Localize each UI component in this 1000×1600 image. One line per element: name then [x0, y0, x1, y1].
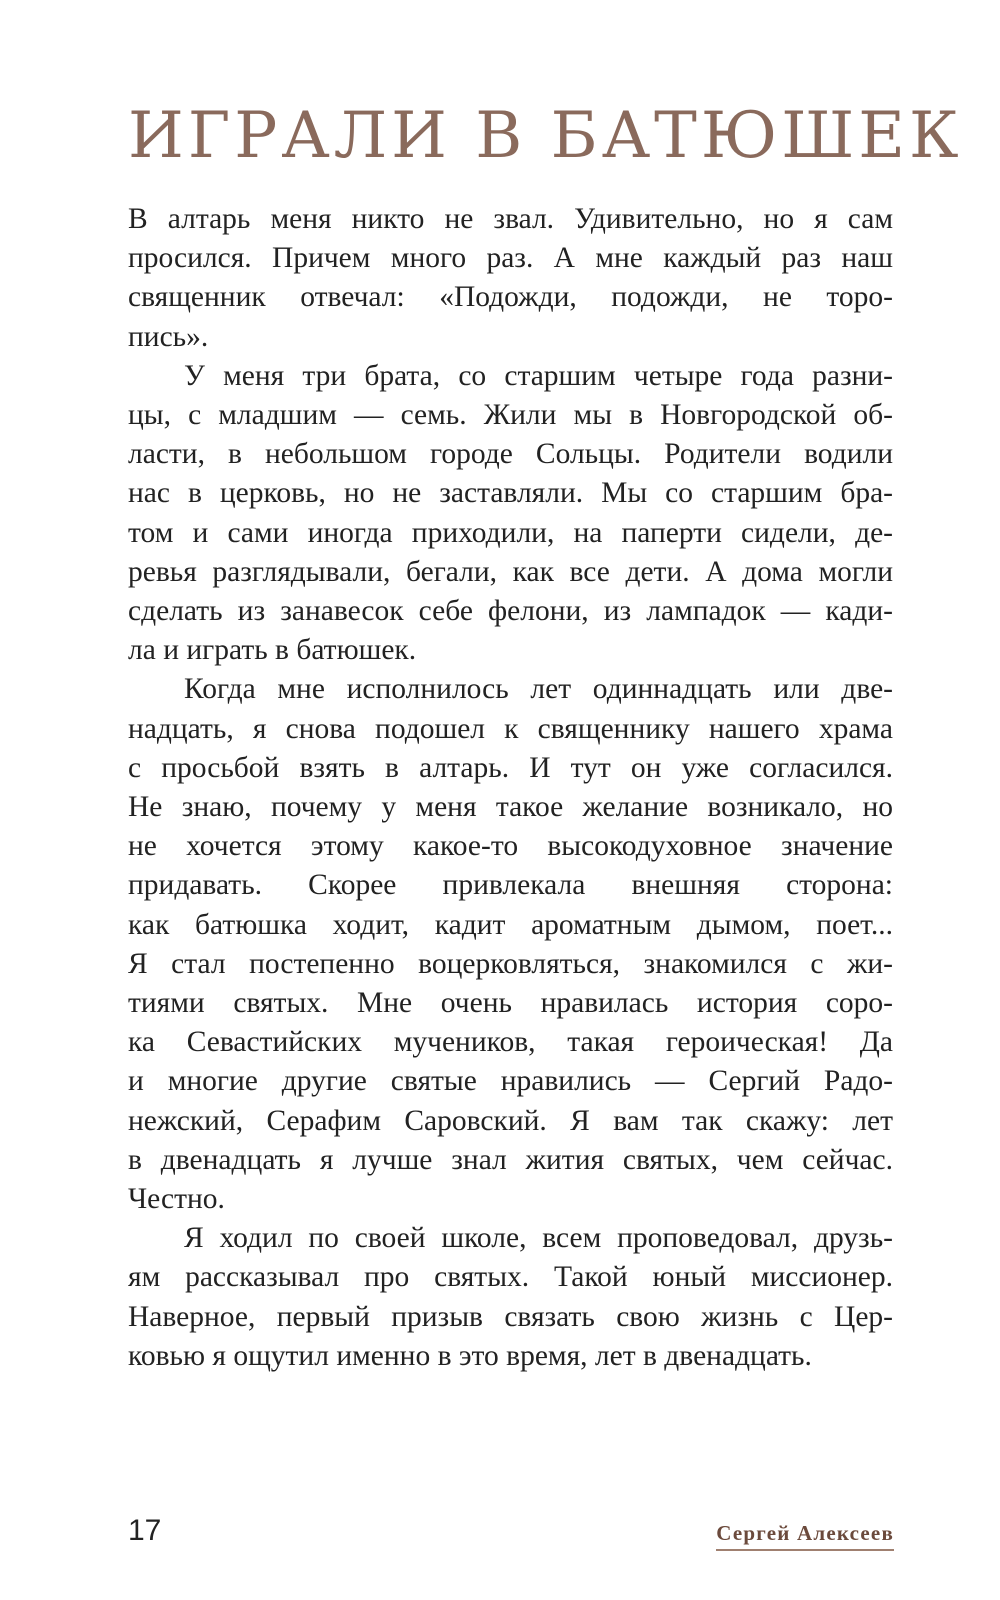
text-line: нежский, Серафим Саровский. Я вам так скажу: лет — [128, 1104, 893, 1137]
text-line: тиями святых. Мне очень нравилась история соро- — [128, 987, 893, 1020]
chapter-body — [128, 200, 893, 1376]
text-line: Честно. — [128, 1183, 225, 1216]
text-line: не хочется этому какое-то высокодуховное значение — [128, 830, 893, 863]
text-line: Наверное, первый призыв связать свою жизнь с Цер- — [128, 1300, 893, 1333]
text-line: ковью я ощутил именно в это время, лет в двенадцать. — [128, 1339, 812, 1372]
text-line: священник отвечал: «Подожди, подожди, не торо- — [128, 281, 893, 314]
text-line: нас в церковь, но не заставляли. Мы со старшим бра- — [128, 477, 893, 510]
paragraph-1 — [128, 200, 893, 357]
text-line: придавать. Скорее привлекала внешняя сторона: — [128, 869, 893, 902]
text-line: Я стал постепенно воцерковляться, знакомился с жи- — [128, 947, 893, 980]
text-line: ям рассказывал про святых. Такой юный миссионер. — [128, 1261, 893, 1294]
text-line: Я ходил по своей школе, всем проповедовал, друзь- — [184, 1222, 893, 1255]
text-line: ласти, в небольшом городе Сольцы. Родители водили — [128, 438, 893, 471]
text-line: У меня три брата, со старшим четыре года разни- — [184, 359, 893, 392]
paragraph-2 — [128, 357, 893, 671]
paragraph-4 — [128, 1219, 893, 1376]
text-line: Не знаю, почему у меня такое желание возникало, но — [128, 791, 893, 824]
text-line: надцать, я снова подошел к священнику нашего храма — [128, 712, 893, 745]
text-line: Когда мне исполнилось лет одиннадцать или две- — [184, 673, 893, 706]
text-line: цы, с младшим — семь. Жили мы в Новгородской об- — [128, 399, 893, 432]
text-line: как батюшка ходит, кадит ароматным дымом, поет... — [128, 908, 893, 941]
text-line: в двенадцать я лучше знал жития святых, чем сейчас. — [128, 1143, 893, 1176]
author-name: Сергей Алексеев — [716, 1521, 894, 1551]
text-line: ла и играть в батюшек. — [128, 634, 417, 667]
text-line: и многие другие святые нравились — Сергий Радо- — [128, 1065, 893, 1098]
text-line: ка Севастийских мучеников, такая героическая! Да — [128, 1026, 893, 1059]
page-number: 17 — [128, 1514, 162, 1547]
paragraph-3 — [128, 670, 893, 1219]
text-line: ревья разглядывали, бегали, как все дети. А дома могли — [128, 555, 893, 588]
text-line: с просьбой взять в алтарь. И тут он уже согласился. — [128, 751, 893, 784]
text-line: В алтарь меня никто не звал. Удивительно, но я сам — [128, 203, 893, 235]
text-line: просился. Причем много раз. А мне каждый раз наш — [128, 242, 893, 275]
text-line: сделать из занавесок себе фелони, из лампадок — кади- — [128, 595, 893, 628]
chapter-title: ИГРАЛИ В БАТЮШЕК — [128, 99, 963, 173]
text-line: пись». — [128, 320, 209, 353]
text-line: том и сами иногда приходили, на паперти сидели, де- — [128, 516, 893, 549]
